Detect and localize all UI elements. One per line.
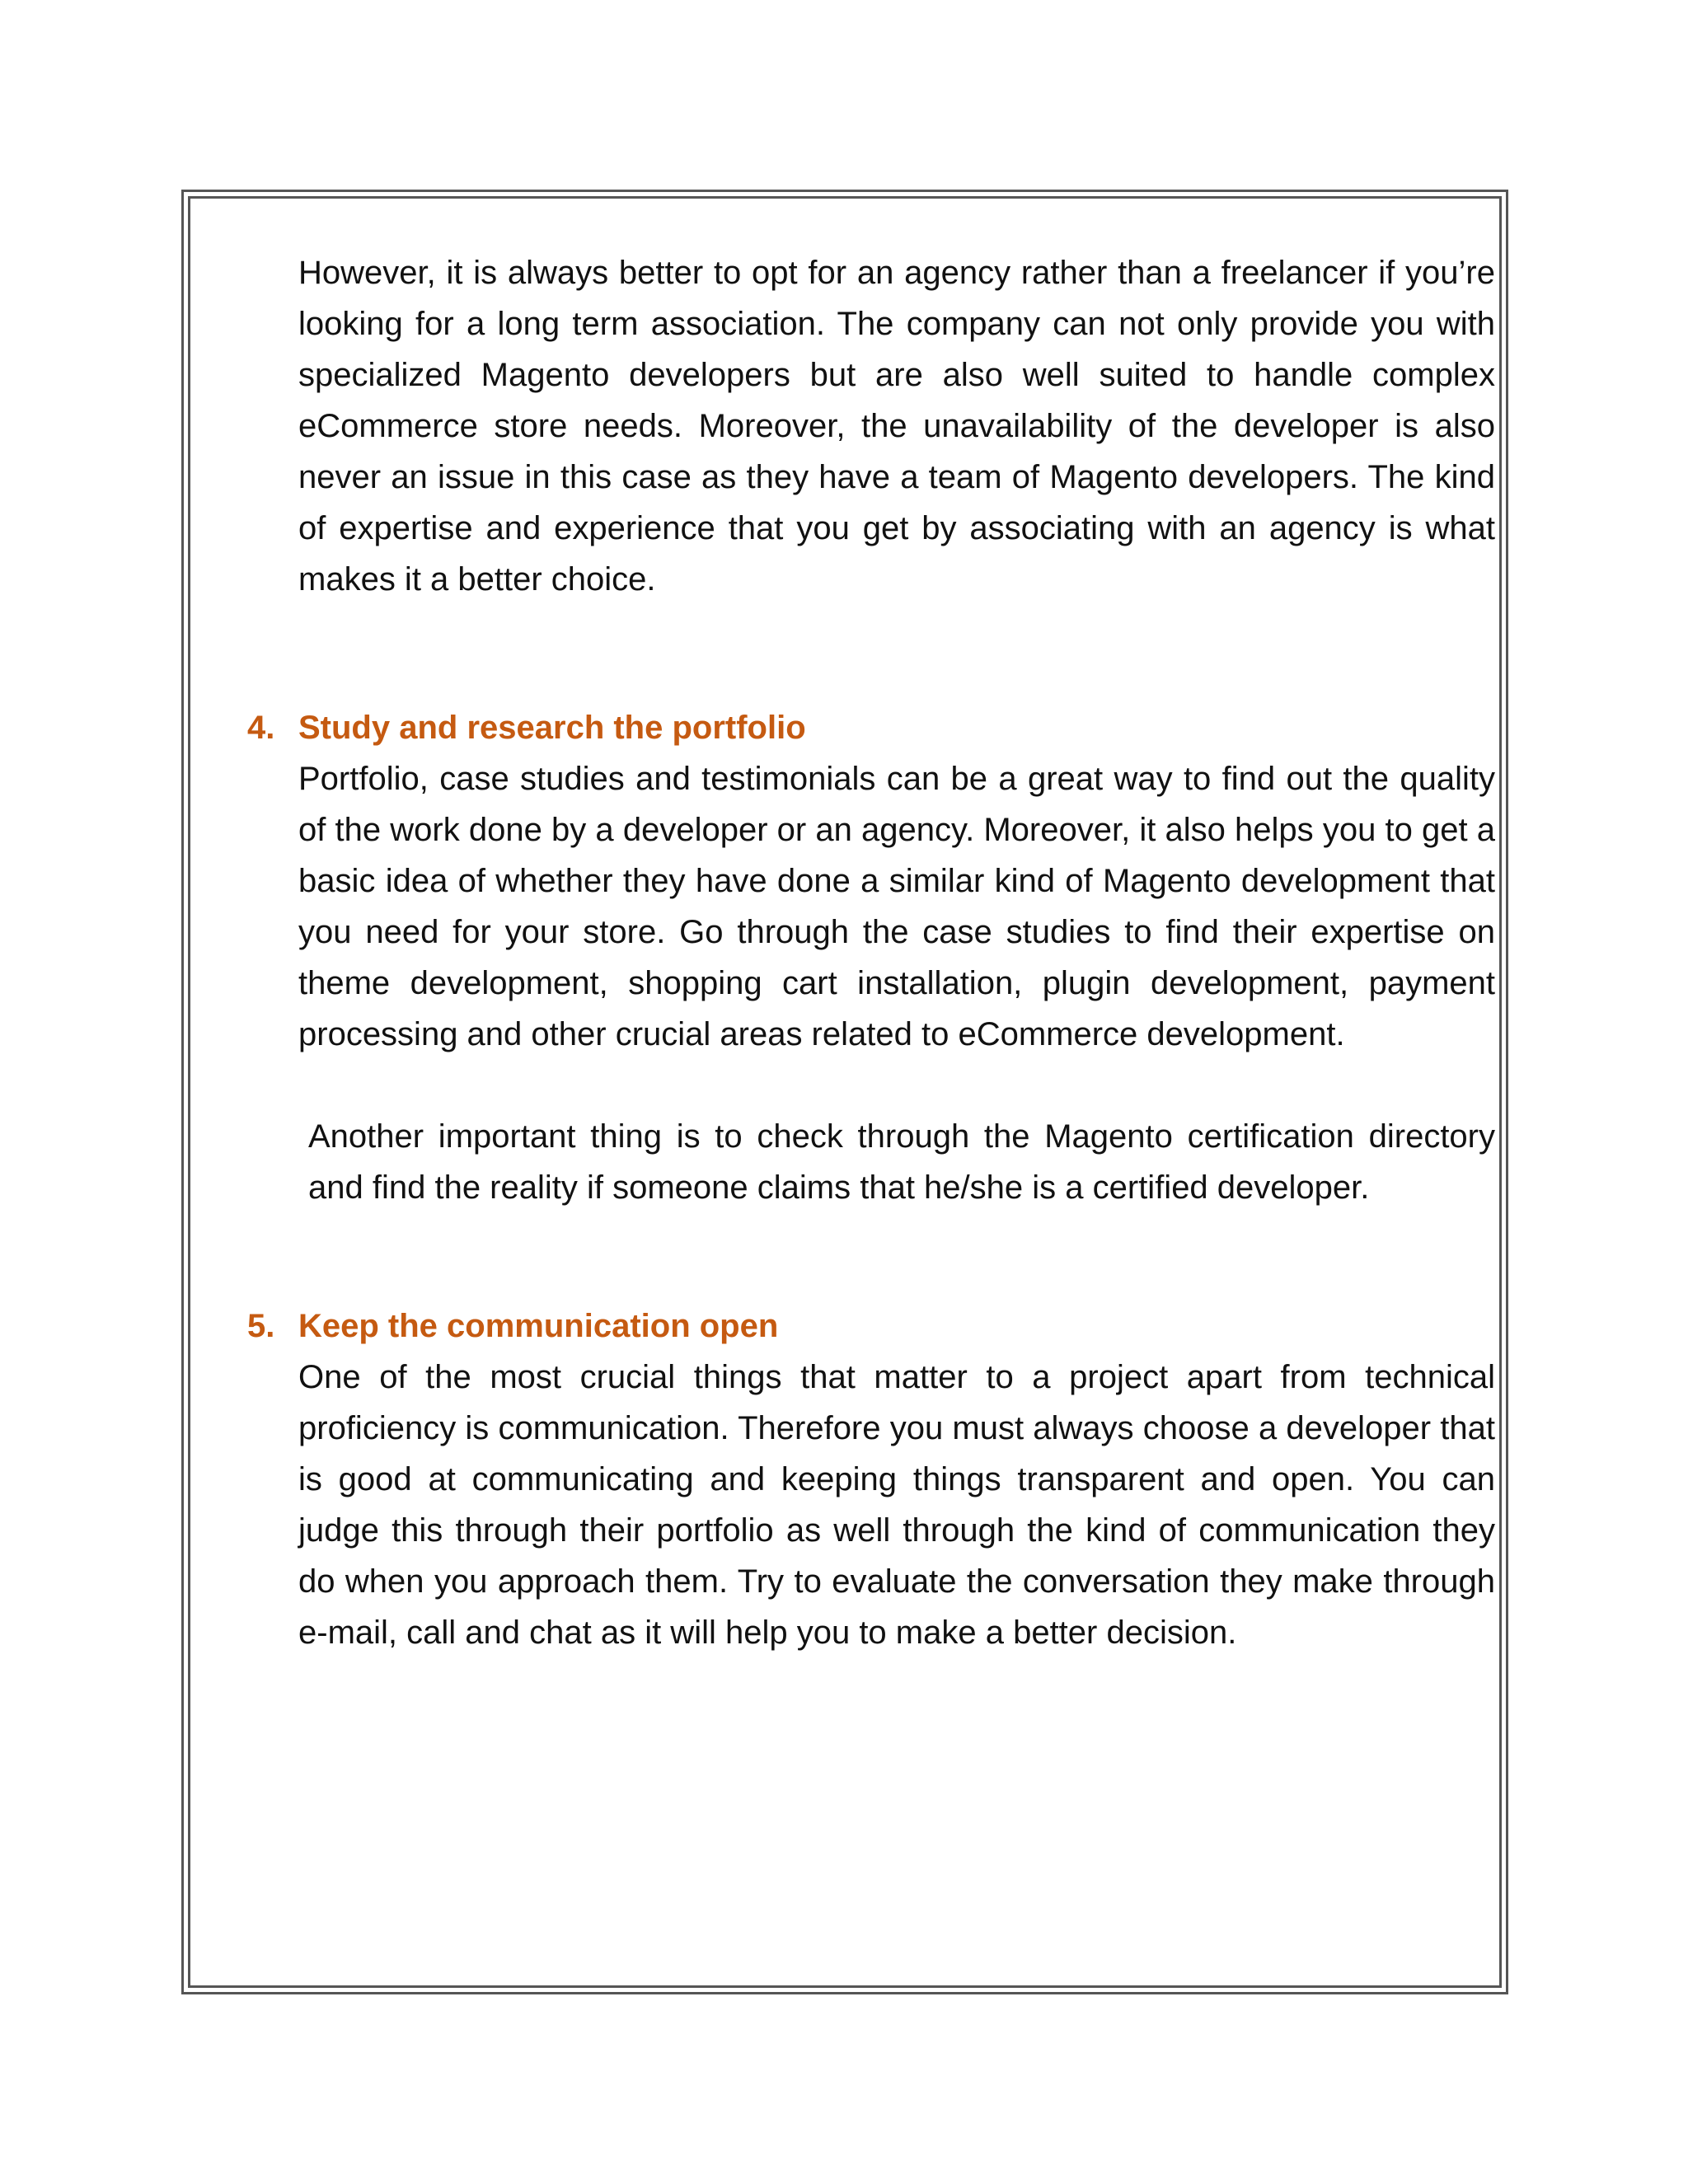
- section-number: 5.: [247, 1308, 275, 1344]
- section-title: Keep the communication open: [298, 1308, 779, 1344]
- section-title: Study and research the portfolio: [298, 710, 806, 746]
- certification-paragraph: Another important thing is to check through the Magento certification directory and find the reality if someone claims that he/she is a certified developer.: [308, 1118, 1495, 1206]
- portfolio-paragraph: Portfolio, case studies and testimonials can be a great way to find out the quality of the work done by a developer or an agency. Moreover, it also helps you to get a basic idea of whether they have done a similar kind of Magento development that you need for your store. Go through the case studies to find their expertise on theme development, shopping cart installation, plugin development, payment processing and other crucial areas related to eCommerce development.: [298, 761, 1495, 1052]
- section-number: 4.: [247, 710, 275, 746]
- section-heading-portfolio: [247, 702, 1495, 753]
- section-heading-communication: [247, 1301, 1495, 1352]
- communication-paragraph: One of the most crucial things that matter to a project apart from technical proficiency is communication. Therefore you must always choose a developer that is good at communicating and keeping things transparent and open. You can judge this through their portfolio as well through the kind of communication they do when you approach them. Try to evaluate the conversation they make through e-mail, call and chat as it will help you to make a better decision.: [298, 1359, 1495, 1651]
- document-body: [247, 247, 1495, 1658]
- intro-paragraph: However, it is always better to opt for an agency rather than a freelancer if you’re looking for a long term association. The company can not only provide you with specialized Magento developers but are also well suited to handle complex eCommerce store needs. Moreover, the unavailability of the developer is also never an issue in this case as they have a team of Magento developers. The kind of expertise and experience that you get by associating with an agency is what makes it a better choice.: [298, 255, 1495, 598]
